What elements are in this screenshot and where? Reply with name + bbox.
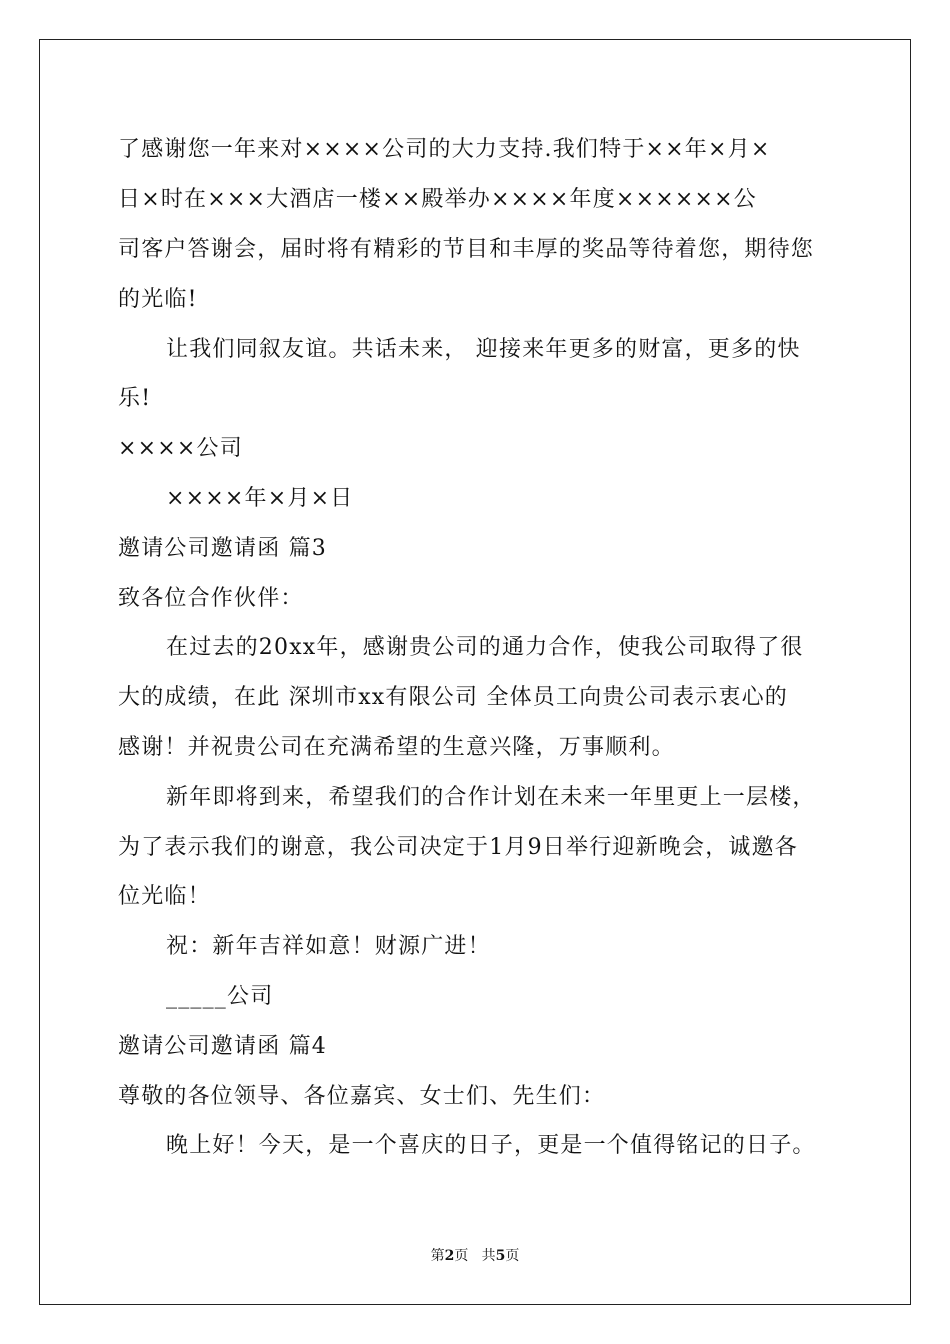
- salutation-3: 致各位合作伙伴：: [118, 586, 304, 611]
- text-line-16: 位光临！: [118, 884, 211, 909]
- footer-page-prefix: 第: [430, 1248, 445, 1264]
- text-line-13: 感谢！并祝贵公司在充满希望的生意兴隆，万事顺利。: [118, 735, 675, 760]
- signature-company: ××××公司: [118, 436, 243, 461]
- text-line-4: 的光临!: [118, 287, 198, 312]
- salutation-4: 尊敬的各位领导、各位嘉宾、女士们、先生们：: [118, 1084, 606, 1109]
- footer-total-prefix: 共: [481, 1248, 496, 1264]
- text-line-14: 新年即将到来，希望我们的合作计划在未来一年里更上一层楼，: [166, 785, 816, 810]
- text-line-6: 乐!: [118, 386, 152, 411]
- text-line-11: 在过去的20xx年，感谢贵公司的通力合作，使我公司取得了很: [166, 635, 804, 660]
- section-heading-4: 邀请公司邀请函 篇4: [118, 1034, 327, 1059]
- text-line-1: 了感谢您一年来对××××公司的大力支持.我们特于××年×月×: [118, 137, 771, 162]
- footer-page-suffix: 页: [454, 1248, 469, 1264]
- text-line-15: 为了表示我们的谢意，我公司决定于1月9日举行迎新晚会，诚邀各: [118, 835, 798, 860]
- footer-page-current: 2: [444, 1248, 455, 1264]
- footer-total-suffix: 页: [505, 1248, 520, 1264]
- wishes-line: 祝：新年吉祥如意！财源广进！: [166, 934, 491, 959]
- text-line-5: 让我们同叙友谊。共话未来， 迎接来年更多的财富，更多的快: [166, 337, 801, 362]
- footer-page-total: 5: [495, 1248, 506, 1264]
- signature-blank-company: _____公司: [166, 984, 274, 1009]
- text-line-3: 司客户答谢会，届时将有精彩的节目和丰厚的奖品等待着您，期待您: [118, 237, 815, 262]
- text-line-2: 日×时在×××大酒店一楼××殿举办××××年度××××××公: [118, 187, 757, 212]
- text-line-12: 大的成绩，在此 深圳市xx有限公司 全体员工向贵公司表示衷心的: [118, 685, 789, 710]
- page-footer: [0, 1247, 950, 1265]
- section-heading-3: 邀请公司邀请函 篇3: [118, 536, 327, 561]
- page-border: [39, 39, 911, 1305]
- signature-date: ××××年×月×日: [166, 486, 354, 511]
- text-line-21: 晚上好！今天，是一个喜庆的日子，更是一个值得铭记的日子。: [166, 1133, 816, 1158]
